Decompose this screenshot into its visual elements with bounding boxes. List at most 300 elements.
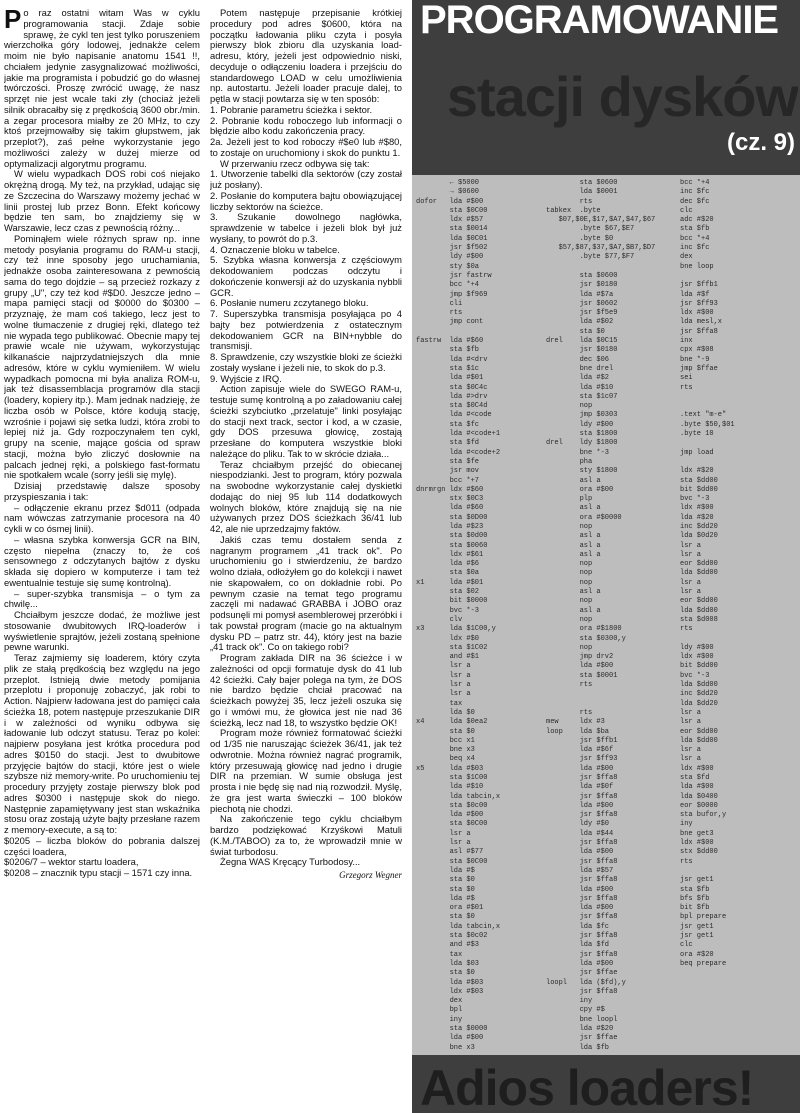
code-line: sta $0C00 [416,820,488,829]
code-line: eor $dd00 [680,727,718,736]
code-line: cpy #$ [546,1006,605,1015]
code-line: asl a [546,550,601,559]
code-line: lda $dd00 [680,736,718,745]
code-line: lsr a [680,578,702,587]
code-line: pha [546,457,593,466]
code-line: lda #<drv [416,355,488,364]
code-line: sta $dd00 [680,476,718,485]
code-line: rts [546,197,593,206]
code-line: rts [416,309,463,318]
code-line: jsr $ff93 [546,755,618,764]
code-line: bvc *-3 [680,495,710,504]
code-line [416,328,542,337]
code-line: lda #<code+1 [416,430,501,439]
code-line: jsr $ffa8 [546,839,618,848]
code-line: lda $fb [546,1043,610,1051]
code-line: lda #$ [416,894,475,903]
code-line: nop [546,578,593,587]
page-title: PROGRAMOWANIE [420,0,779,42]
code-line: lda #$20 [546,1025,614,1034]
code-line: $57,$87,$37,$A7,$B7,$D7 [546,244,656,253]
code-line: sta $0001 [546,671,618,680]
code-line: sta $0 [546,327,605,336]
code-line: jmp load [680,448,714,457]
code-line: jsr mov [416,467,480,476]
code-line: mew ldx #3 [546,718,605,727]
code-line: sta $fb [680,885,710,894]
code-line: lda #$6 [416,560,480,569]
code-line: jmp drv2 [546,653,614,662]
code-line: bpl [416,1006,463,1015]
code-line: lsr a [680,588,702,597]
paragraph: W wielu wypadkach DOS robi coś niejako okrężną drogą. My też, na przykład, udając się ze Szczecina do Warszawy możemy jechać w linii prostej lub przez Bonn. Efekt końcowy będzie ten sam, bo znajdziemy się w Warszawie, lecz czas z pewnością różny... [4,168,200,233]
list-item: $0208 – znacznik typu stacji – 1571 czy inna. [4,867,193,878]
code-line: sta bufor,y [680,811,727,820]
code-line: dofor lda #$00 [416,197,484,206]
code-line: jmp cont [416,318,484,327]
code-line: jsr $ffb1 [680,281,718,290]
code-line: bne *-3 [546,448,610,457]
code-line: ora #$01 [416,904,484,913]
code-line: bcc x1 [416,736,475,745]
code-line: ldx #$0 [416,634,480,643]
code-line: sta $0a [416,569,480,578]
code-line: ldx #$00 [680,839,714,848]
column-2-paragraphs [210,384,402,868]
article-intro [4,8,200,169]
irq-steps [210,169,402,384]
code-line: stx $dd00 [680,848,718,857]
code-line: eor $dd00 [680,560,718,569]
paragraph: Teraz chciałbym przejść do obiecanej niespodzianki. Jest to program, który pozwala na swobodne wykorzystanie całej dyskietki dodając do niej 95 lub 114 dodatkowych wolnych bloków, które znajdują się na nie używanych przez DOS ścieżkach 36/41 lub 42, ale nie uprzedzajmy faktów. [210,458,402,534]
code-line: sta $0 [416,885,475,894]
code-line: sta $1C02 [416,643,488,652]
code-line: jsr $ffae [546,969,618,978]
code-line: plp [546,495,593,504]
code-line: nop [546,402,593,411]
code-line: lda #$f [680,290,710,299]
code-line: jsr $ffa8 [546,987,618,996]
code-line: cli [416,299,463,308]
code-line: clc [680,206,693,215]
code-line: bit $fb [680,904,710,913]
list-item: 2. Pobranie kodu roboczego lub informacji o błędzie albo kodu zakończenia pracy. [210,114,402,137]
irq-intro: W przerwaniu rzecz odbywa się tak: [220,157,370,169]
code-line: sta $1c07 [546,392,618,401]
code-line: sta $0c00 [416,801,488,810]
code-line: asl a [546,588,601,597]
code-line: ← $5000 [416,179,480,187]
paragraph: Dzisiaj przedstawię dalsze sposoby przyspieszania i tak: [4,480,200,502]
code-line: lda #$00 [546,848,614,857]
code-line: lda #<code [416,411,492,420]
code-line: lda tabcin,x [416,792,501,801]
code-line: bne x3 [416,746,475,755]
paragraph: Potem następuje przepisanie krótkiej procedury pod adres $0600, która na początku ładowania pliku czyta i posyła pierwszy blok zbioru dla uzyskania load-adresu, który, jeżeli jest odpowiednio niski, decyduje o odłączeniu loadera i przejściu do standardowego LOAD w celu umożliwienia np. autostartu. Jeżeli loader pracuje dalej, to pętla w stacji powtarza się w ten sposób: [210,8,402,104]
code-line: .byte $0 [546,234,614,243]
code-line: ldx #$00 [680,764,714,773]
code-line: inc $dd20 [680,522,718,531]
code-line: sta $0C00 [416,857,488,866]
code-line: jsr $0602 [546,299,618,308]
paragraph: Jakiś czas temu dostałem senda z nagranym programem „41 track ok". Po uruchomieniu go i stwierdzeniu, że bardzo wolno działa, odłożyłem go do kolekcji i nawet nie skapowałem, co on dokładnie robi. Po pewnym czasie na temat tego programu zaczęli mi nadawać GRABBA i JOBO oraz podsunęli mi pomysł asemblerowej przeróbki i tak powstał program (macie go na aktualnym dysku PD – patrz str. 44), który jest na bazie „41 track ok". Co on takiego robi? [210,533,402,653]
code-line: and #$3 [416,941,480,950]
code-line: ldx #$00 [680,653,714,662]
intro-text: o raz ostatni witam Was w cyklu programowania stacji. Zdaje sobie sprawę, że cykl ten jest tylko poruszeniem wierzchołka góry lodowej, jednakże celem moim nie było napisanie anatomu 1541 !!, chciałem jedynie zasygnalizować możliwości, jakie ma programista i pobudzić go do własnej twórczości. Proszę zwrócić uwagę, że nasz sprzęt nie jest wcale taki zły (chociaż jeżeli silnik obracałby się z prędkością 3600 obr./min. a zegar procesora miałby ze 20 MHz, to czy ktoś przejmowałby się takim głupstwem, jak przeplot?), zaś pełne wykorzystanie jego możliwości zależy w dużej mierze od optymalizacji algorytmu programu. [4,8,200,169]
paragraph: Żegna WAS Kręcący Turbodosy... [220,856,361,868]
code-line [680,867,798,876]
code-line: asl #$77 [416,848,484,857]
code-line: jsr $ffa8 [546,857,618,866]
code-line: ldy #$0 [546,820,610,829]
code-line: sta $0C00 [416,206,488,215]
code-line [546,263,674,272]
code-line: lda #$00 [416,1034,484,1043]
paragraph: Teraz zajmiemy się loaderem, który czyta plik ze stałą prędkością bez względu na jego przeplot. Istnieją dwie metody pomijania przeplotu i proponuję zobaczyć, jak robi to Action. Najpierw ładowana jest do pamięci cała ścieżka 18, potem następuje przeszukanie DIR i w zależności od wyniku odbywa się ładowanie lub odczyt statusu. Teraz po kolei: najpierw posyłana jest krótka procedura pod adres $0150 do stacji. Jest to dwubitowe przyjęcie bajtów do stacji, które jest o wiele szybsze niż memory-write. Po uruchomieniu tej procedury przyjęty zostaje pierwszy blok pod adres $0300 i następuje skok do niego. Następnie zapamiętywany jest stan wskaźnika stosu oraz zostają użyte bajty przesłane razem z memory-execute, a są to: [4,652,200,835]
code-line: sta $0060 [416,541,488,550]
list-item: 9. Wyjście z IRQ. [210,372,282,384]
drop-cap: P [4,8,22,34]
code-line: lda #$10 [416,783,484,792]
code-line: nop [546,643,593,652]
list-item: 2. Posłanie do komputera bajtu obowiązującej liczby sektorów na ścieżce. [210,189,402,212]
code-line: jsr $ffa8 [546,894,618,903]
code-line: tax [416,699,463,708]
code-line: lda $dd00 [680,681,718,690]
code-line: jmp $0303 [546,411,618,420]
code-line: lda $fd [546,941,610,950]
code-line: jsr $ffb1 [546,736,618,745]
code-line [680,272,798,281]
code-line: sta $0300,y [546,634,626,643]
code-line: sta $1800 [546,430,618,439]
code-line: dex [416,997,463,1006]
code-line: clv [416,615,463,624]
code-line: bit $dd00 [680,662,718,671]
code-line: bne *-9 [680,355,710,364]
code-line: x3 lda $1C00,y [416,625,496,634]
code-line: lda $03 [416,959,480,968]
code-line: bcc *+4 [416,281,480,290]
code-line: sta $0D00 [416,513,488,522]
code-line: lda #$03 [416,978,484,987]
code-line: inc $fc [680,188,710,197]
code-line: lda #$2 [546,374,610,383]
code-line: rts [680,625,693,634]
code-line: lda #>drv [416,392,488,401]
paragraph: Pominąłem wiele różnych spraw np. inne metody posyłania programu do RAM-u stacji, czy też inne sposoby jego uruchamiania, jednakże osoba zainteresowana z pewnością sama do tego dojdzie – są przecież rozkazy z grupy „U", czy też kod #$D0. Jeszcze jedno – mapa pamięci stacji od $0000 do $0300 – przyznaję, że mam coś takiego, lecz jest to wolne tłumaczenie z drugiej ręki, dlatego też nie wypada tego publikować. Obecnie mapy tej prawie wcale nie używam, wykorzystując kilkanaście najprzydatniejszych dla mnie adresów, które w cyklu wymieniłem. W wielu wypadkach pomocna mi była analiza ROM-u, jak też disassemblacja programów dla stacji (loadery, kopiery itp.). Mam jednak nadzieję, że liczba osób w Polsce, które kodują stację, wzrośnie i pojawi się setka ludzi, która zrobi to lepiej niż ja. Gdy rozpoczynałem ten cykl, grupy na scenie, mające gościa od spraw stacji, można było zliczyć dosłownie na palcach jednej ręki, a polskiego fast-formatu nie spotkałem wcale (sorry jeśli się mylę). [4,232,200,481]
code-line: jsr $ffa8 [546,876,618,885]
code-line: sei [680,374,693,383]
code-line: sta $1c [416,364,480,373]
listing-column-a [416,179,542,1051]
code-line: lda $0001 [546,188,618,197]
code-line: lda #$02 [546,318,614,327]
code-line: bfs $fb [680,894,710,903]
code-line: ldx #$00 [680,504,714,513]
code-line: lda tabcin,x [416,922,501,931]
code-line: lsr a [416,839,471,848]
code-line: eor $0000 [680,801,718,810]
code-line: sta $0000 [416,1025,488,1034]
code-line: drel ldy $1800 [546,439,618,448]
code-line: rts [680,857,693,866]
code-line: jsr $ffae [546,1034,618,1043]
loader-bytes-list [4,836,200,879]
paragraph: – odłączenie ekranu przez $d011 (odpada nam wówczas zatrzymanie procesora na 40 cykli w co ósmej linii). [4,501,200,534]
code-line: lda #$00 [416,811,484,820]
paragraph: Action zapisuje wiele do SWEGO RAM-u, testuje sumę kontrolną a po załadowaniu całej ścieżki szybciutko „przelatuje" linki posyłając do stacji next track, sector i kod, a w czasie, gdy DOS przesuwa głowicę, zostają przesłane do komputera wszystkie bloki należące do pliku. Tak to w skrócie działa... [210,383,402,459]
code-line: dec $fc [680,197,710,206]
code-line: lda #$10 [546,383,614,392]
code-line: ldy #$00 [416,253,484,262]
code-line: .byte $77,$F7 [546,253,635,262]
code-line: dec $06 [546,355,610,364]
code-line: bvc *-3 [416,606,480,615]
code-line: ldx #$57 [416,216,484,225]
code-line: .byte 10 [680,430,714,439]
paragraph: – własna szybka konwersja GCR na BIN, często niepełna (znaczy to, że coś sensownego z odczytanych bajtów z dysku składa się dopiero w komputerze i tam też ewentualnie testuje się sumę kontrolną). [4,533,200,588]
code-line: ora #$20 [680,950,714,959]
code-line: bne drel [546,364,614,373]
code-line: asl a [546,532,601,541]
code-line: sta $0C4c [416,383,488,392]
code-line: jsr $f5e9 [546,309,618,318]
footer-banner: Adios loaders! [420,1060,754,1113]
code-line: cpx #$08 [680,346,714,355]
list-item: 5. Szybka własna konwersja z częściowym dekodowaniem podczas odczytu i dokończenie konwersji aż do uzyskania nybbli GCR. [210,254,402,298]
code-line: jsr $0180 [546,346,618,355]
list-item: 4. Oznaczenie bloku w tabelce. [210,243,340,255]
code-line: jsr get1 [680,922,714,931]
code-line: sta $02 [416,588,480,597]
code-line: lda $dd00 [680,606,718,615]
code-line: bcc *+4 [680,234,710,243]
code-line: fastrw lda #$60 [416,337,484,346]
code-line: bne get3 [680,829,714,838]
list-item: $0206/7 – wektor startu loadera, [4,856,139,868]
code-line: lda #$7a [546,290,614,299]
code-line: lda $0d20 [680,532,718,541]
code-line: jsr $f502 [416,244,488,253]
code-line: sta $fc [416,420,480,429]
code-line: jsr $ffa8 [546,811,618,820]
code-line: jsr $ffa8 [546,913,618,922]
code-line: lda $fc [546,922,610,931]
code-line: lda #$44 [546,829,614,838]
list-item: 1. Pobranie parametru ścieżka i sektor. [210,103,373,115]
code-line: nop [546,597,593,606]
code-line [546,690,674,699]
code-line: ora #$00 [546,485,614,494]
code-line: nop [546,560,593,569]
code-line: lda #$20 [680,513,714,522]
code-line: adc #$20 [680,216,714,225]
code-line: lda #<code+2 [416,448,501,457]
code-line: lsr a [680,755,702,764]
code-line: sta $d008 [680,615,718,624]
list-item: 8. Sprawdzenie, czy wszystkie bloki ze ścieżki zostały wysłane i jeżeli nie, to skok do p.3. [210,351,402,373]
code-line: iny [546,997,593,1006]
code-line: jsr $ffa8 [546,950,618,959]
code-line: x4 lda $0ea2 [416,718,488,727]
article-column-2 [210,8,402,1110]
drive-loop-steps [210,105,402,159]
code-line: .text "m-e" [680,411,727,420]
code-line: sta $0C4d [416,402,488,411]
code-line: sta $fd [680,774,710,782]
code-line: jmp $f969 [416,290,488,299]
listing-column-c [680,179,798,1051]
code-line: lda $0400 [680,792,718,801]
code-line: lda mesl,x [680,318,723,327]
code-line: sta $0600 [546,179,618,187]
code-line: sta $fe [416,457,480,466]
code-line: lsr a [416,662,471,671]
code-line: jmp $ffae [680,364,718,373]
code-line: lda #$6f [546,746,614,755]
code-line: lda #$00 [546,904,614,913]
code-line: drel lda $0C15 [546,337,618,346]
code-line: sty $1800 [546,467,618,476]
code-line: lsr a [680,746,702,755]
list-item: $0205 – liczba bloków do pobrania dalszej części loadera, [4,834,200,857]
code-line: bcc *+7 [416,476,480,485]
code-line: lda #$01 [416,374,484,383]
code-line: lda $0 [416,708,475,717]
code-line: sta $fb [680,225,710,234]
code-line: dnrmrgn ldx #$60 [416,485,484,494]
code-line: sta $0 [416,969,475,978]
code-line: lsr a [416,671,471,680]
paragraph: – super-szybka transmisja – o tym za chwilę... [4,587,200,610]
code-line: jsr $ffa8 [546,932,618,941]
code-line [546,700,674,709]
code-line: lda #$00 [546,764,614,773]
code-line: sta $0014 [416,225,488,234]
code-line: lsr a [416,690,471,699]
code-line: inc $dd20 [680,690,718,699]
code-line: jsr $ff93 [680,299,718,308]
code-line: lsr a [680,541,702,550]
code-line: iny [416,1015,463,1024]
code-line: lda #$00 [546,959,614,968]
article-column-1 [4,8,200,1110]
code-line: lda $0C01 [416,234,488,243]
code-line: lda #$57 [546,866,614,875]
code-line: inx [680,337,693,346]
code-line: lda #$23 [416,522,484,531]
code-line: clc [680,941,693,950]
code-line: sta $1C00 [416,774,488,782]
code-line: sta $0600 [546,271,618,280]
code-line: iny [680,820,693,829]
code-line: lda #$00 [680,783,714,792]
list-item: 3. Szukanie dowolnego nagłówka, sprawdzenie w tabelce i jeżeli blok był już wysłany, to powrót do p.3. [210,211,402,244]
code-line: jsr $0180 [546,281,618,290]
code-line: loopl lda ($fd),y [546,978,626,987]
code-line: bpl prepare [680,913,727,922]
code-line: loop lda $ba [546,727,610,736]
list-item: 6. Posłanie numeru zczytanego bloku. [210,297,369,309]
code-line: bne loop [680,262,714,271]
code-line: and #$1 [416,653,480,662]
paragraph: Program zakłada DIR na 36 ścieżce i w zależności od opcji formatuje dysk do 41 lub 42 ścieżki. Cały bajer polega na tym, że DOS nie bardzo będzie chciał pracować na ścieżkach powyżej 35, lecz jeżeli oszuka się go i wmówi mu, że głowica jest nie nad 36 ścieżką, lecz nad 18, to wszystko będzie OK! [210,652,402,728]
code-line: asl a [546,606,601,615]
code-line: x1 lda #$01 [416,578,484,587]
code-line [680,393,798,402]
code-line: ldx #$61 [416,550,484,559]
code-line: asl a [546,504,601,513]
code-line: jsr $ffa8 [546,774,618,782]
code-line: sta $fd [416,439,480,448]
code-line: ldy #$00 [546,420,614,429]
code-line: x5 lda #$03 [416,764,484,773]
code-line: ldx #$00 [680,309,714,318]
code-line: sta $fb [416,346,480,355]
code-line: nop [546,615,593,624]
code-line: jsr get1 [680,932,714,941]
code-line: jsr $ffa8 [546,792,618,801]
code-line: jsr $ffa8 [680,327,718,336]
list-item: 2a. Jeżeli jest to kod roboczy #$e0 lub #$80, to zostaje on uruchomiony i skok do punktu 1. [210,136,402,158]
code-line: lda #$00 [546,662,614,671]
code-line: asl a [546,476,601,485]
list-item: 7. Superszybka transmisja posyłająca po 4 bajty bez potwierdzenia z ostatecznym dekodowaniem GCR na BIN+nybble do transmisji. [210,308,402,352]
code-line: sty $0a [416,262,480,271]
code-line: bne loopl [546,1015,618,1024]
code-line: jsr fastrw [416,271,492,280]
code-line: beq prepare [680,959,727,968]
code-line: rts [546,681,593,690]
page-subtitle: stacji dysków [446,65,798,128]
code-line: lda #$ [416,866,475,875]
code-line: → $0600 [416,188,480,197]
code-line: tabkex .byte [546,206,601,215]
code-line: ora #$0000 [546,513,622,522]
code-line: beq x4 [416,755,475,764]
code-line: lsr a [680,708,702,717]
code-line: ldx #$20 [680,467,714,476]
code-line: sta $0c02 [416,932,488,941]
code-line: lda $dd00 [680,569,718,578]
code-line: ora #$1800 [546,625,622,634]
code-line: lda #$0f [546,783,614,792]
column-1-paragraphs [4,169,200,836]
list-item: 1. Utworzenie tabelki dla sektorów (czy został już posłany). [210,168,402,190]
code-line: lda #$00 [546,801,614,810]
code-line: lda #$60 [416,504,484,513]
code-line: .byte $67,$E7 [546,225,635,234]
code-line: bit $0000 [416,597,488,606]
code-line: bvc *-3 [680,671,710,680]
column-2-intro-paragraphs [210,8,402,105]
code-line: dex [680,253,693,262]
code-line: lsr a [416,829,471,838]
code-line: asl a [546,541,601,550]
code-line: nop [546,569,593,578]
code-line [680,402,798,411]
part-number: (cz. 9) [726,129,795,156]
code-line: lsr a [680,550,702,559]
code-line: sta $0 [416,876,475,885]
code-line: eor $dd00 [680,597,718,606]
code-line: lsr a [680,718,702,727]
code-line: rts [680,383,693,392]
listing-column-b [546,179,674,1051]
code-line: bne x3 [416,1043,475,1051]
code-line: sta $0d00 [416,532,488,541]
